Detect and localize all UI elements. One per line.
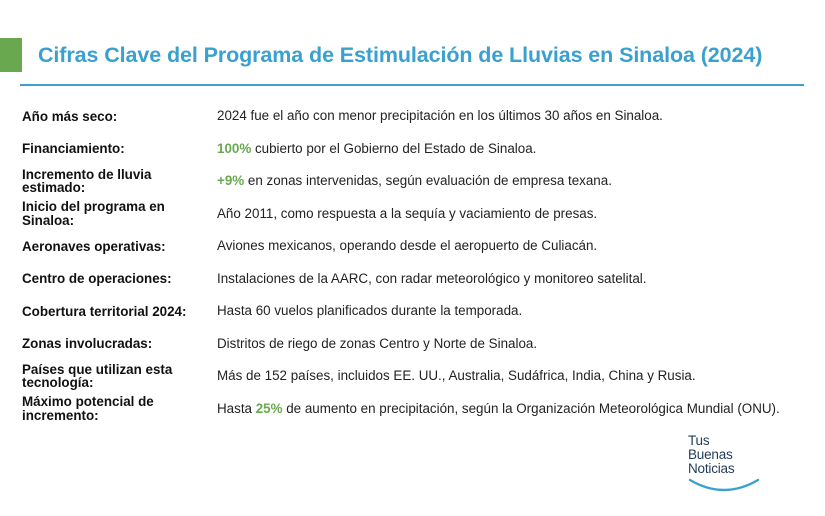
title-accent-bar [0, 38, 22, 72]
fact-value [217, 369, 802, 383]
title-divider [20, 84, 804, 86]
fact-value-text: en zonas intervenidas, según evaluación de empresa texana. [244, 173, 612, 189]
fact-row [22, 230, 802, 263]
fact-value [217, 304, 802, 318]
fact-value-highlight: 100% [217, 140, 252, 156]
fact-label: Centro de operaciones: [22, 271, 172, 286]
fact-label: Cobertura territorial 2024: [22, 303, 187, 319]
fact-value [217, 272, 802, 286]
page-title: Cifras Clave del Programa de Estimulación de Lluvias en Sinaloa (2024) [38, 43, 763, 67]
fact-value-highlight: 25% [255, 400, 283, 416]
fact-value [217, 109, 802, 123]
fact-value [217, 142, 802, 156]
fact-value-text: Año 2011, como respuesta a la sequía y vaciamiento de presas. [217, 205, 598, 221]
fact-row [22, 295, 802, 328]
fact-value-text: Hasta 60 vuelos planificados durante la temporada. [217, 303, 523, 319]
fact-value-text: de aumento en precipitación, según la Organización Meteorológica Mundial (ONU). [282, 400, 780, 416]
fact-value-prefix: Hasta [217, 400, 256, 416]
fact-row [22, 393, 802, 426]
fact-value [217, 239, 802, 253]
fact-label: Máximo potencial de incremento: [22, 394, 154, 423]
fact-value-text: Más de 152 países, incluidos EE. UU., Australia, Sudáfrica, India, China y Rusia. [217, 368, 696, 384]
fact-label: Países que utilizan esta tecnología: [22, 361, 173, 391]
fact-value-text: Instalaciones de la AARC, con radar meteorológico y monitoreo satelital. [217, 270, 647, 286]
fact-row [22, 263, 802, 296]
fact-value [217, 402, 802, 416]
fact-row [22, 360, 802, 393]
fact-value [217, 337, 802, 351]
fact-value-text: Distritos de riego de zonas Centro y Norte de Sinaloa. [217, 335, 538, 351]
fact-row [22, 133, 802, 166]
fact-label: Año más seco: [22, 108, 118, 124]
fact-label: Financiamiento: [22, 141, 125, 156]
logo-line-2: Buenas [688, 447, 733, 462]
fact-label: Aeronaves operativas: [22, 238, 166, 254]
fact-row [22, 198, 802, 231]
fact-label: Incremento de lluvia estimado: [22, 166, 152, 196]
logo-line-1: Tus [688, 433, 710, 448]
fact-row [22, 100, 802, 133]
key-figures-list [22, 100, 802, 425]
fact-row [22, 328, 802, 361]
fact-row [22, 165, 802, 198]
fact-value-highlight: +9% [217, 173, 245, 189]
wave-arc-icon [688, 478, 760, 494]
fact-value-text: Aviones mexicanos, operando desde el aeropuerto de Culiacán. [217, 238, 598, 254]
fact-value-text: 2024 fue el año con menor precipitación en los últimos 30 años en Sinaloa. [217, 108, 663, 124]
logo-line-3: Noticias [688, 461, 735, 476]
fact-label: Inicio del programa en Sinaloa: [22, 199, 165, 228]
fact-value-text: cubierto por el Gobierno del Estado de Sinaloa. [251, 140, 537, 156]
fact-value [217, 207, 802, 221]
fact-label: Zonas involucradas: [22, 336, 153, 351]
tus-buenas-noticias-logo [688, 434, 768, 498]
fact-value [217, 174, 802, 188]
